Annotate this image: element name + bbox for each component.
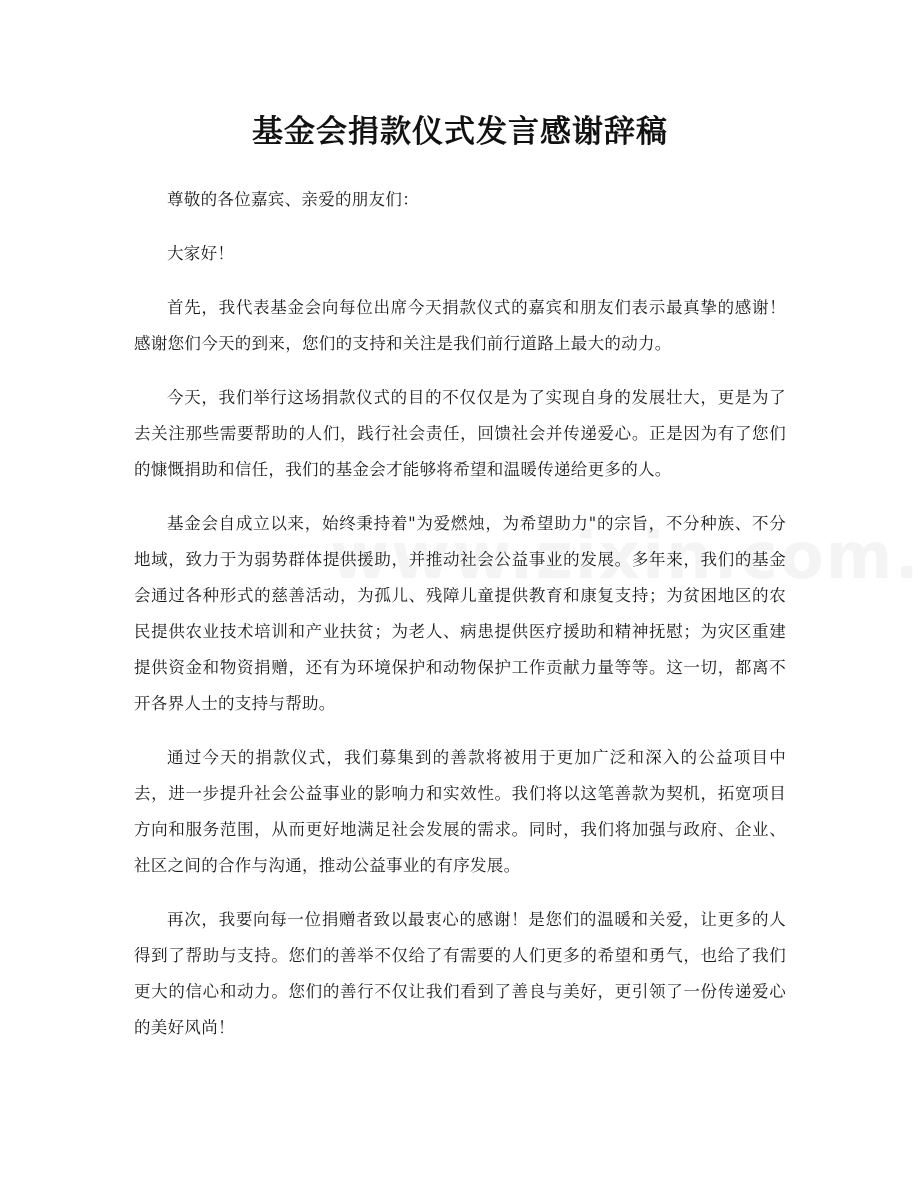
body-paragraph: 今天，我们举行这场捐款仪式的目的不仅仅是为了实现自身的发展壮大，更是为了去关注那些需要帮助的人们，践行社会责任，回馈社会并传递爱心。正是因为有了您们的慷慨捐助和信任，我们的基金会才能够将希望和温暖传递给更多的人。: [134, 388, 786, 479]
body-paragraph: 通过今天的捐款仪式，我们募集到的善款将被用于更加广泛和深入的公益项目中去，进一步提升社会公益事业的影响力和实效性。我们将以这笔善款为契机，拓宽项目方向和服务范围，从而更好地满足社会发展的需求。同时，我们将加强与政府、企业、社区之间的合作与沟通，推动公益事业的有序发展。: [134, 748, 786, 875]
salutation-paragraph: 尊敬的各位嘉宾、亲爱的朋友们：: [167, 190, 419, 209]
body-paragraph: 首先，我代表基金会向每位出席今天捐款仪式的嘉宾和朋友们表示最真挚的感谢！感谢您们今天的到来，您们的支持和关注是我们前行道路上最大的动力。: [134, 298, 786, 353]
body-paragraph: 基金会自成立以来，始终秉持着"为爱燃烛，为希望助力"的宗旨，不分种族、不分地域，致力于为弱势群体提供援助，并推动社会公益事业的发展。多年来，我们的基金会通过各种形式的慈善活动，为孤儿、残障儿童提供教育和康复支持；为贫困地区的农民提供农业技术培训和产业扶贫；为老人、病患提供医疗援助和精神抚慰；为灾区重建提供资金和物资捐赠，还有为环境保护和动物保护工作贡献力量等等。这一切，都离不开各界人士的支持与帮助。: [134, 514, 786, 713]
body-paragraph: 再次，我要向每一位捐赠者致以最衷心的感谢！是您们的温暖和关爱，让更多的人得到了帮助与支持。您们的善举不仅给了有需要的人们更多的希望和勇气，也给了我们更大的信心和动力。您们的善行不仅让我们看到了善良与美好，更引领了一份传递爱心的美好风尚！: [134, 910, 786, 1037]
document-title: 基金会捐款仪式发言感谢辞稿: [252, 114, 668, 150]
greeting-paragraph: 大家好！: [167, 244, 235, 263]
document-body: [134, 182, 786, 1064]
